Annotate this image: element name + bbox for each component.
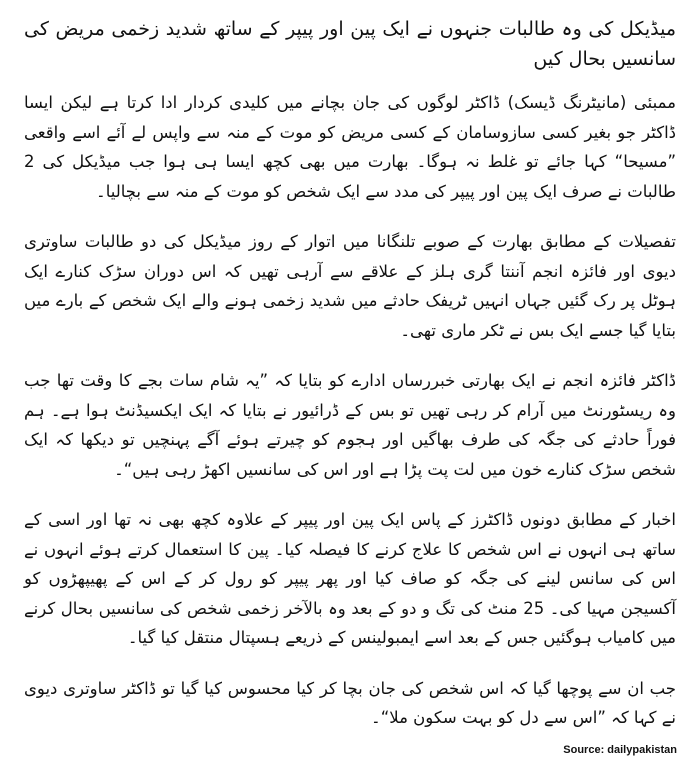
article-headline: میڈیکل کی وہ طالبات جنہوں نے ایک پین اور پیپر کے ساتھ شدید زخمی مریض کی سانسیں بحال کیں xyxy=(24,18,676,70)
source-credit: Source: dailypakistan xyxy=(563,744,677,756)
article-paragraph-4: اخبار کے مطابق دونوں ڈاکٹرز کے پاس ایک پین اور پیپر کے علاوہ کچھ بھی نہ تھا اور اسی کے ساتھ ہی انہوں نے اس شخص کا علاج کرنے کا فیصلہ کیا۔ پین کا استعمال کرتے ہوئے انہوں نے اس کی سانس لینے کی جگہ کو صاف کیا اور پھر پیپر کو رول کر کے اس کے پھیپھڑوں کو آکسیجن مہیا کی۔ 25 منٹ کی تگ و دو کے بعد وہ بالآخر زخمی شخص کی سانسیں بحال کرنے میں کامیاب ہوگئیں جس کے بعد اسے ایمبولینس کے ذریعے ہسپتال منتقل کیا گیا۔ xyxy=(24,510,676,647)
article-paragraph-5: جب ان سے پوچھا گیا کہ اس شخص کی جان بچا کر کیا محسوس کیا گیا تو ڈاکٹر ساوتری دیوی نے کہا کہ ”اس سے دل کو بہت سکون ملا“۔ xyxy=(24,678,676,727)
article-paragraph-1: ممبئی (مانیٹرنگ ڈیسک) ڈاکٹر لوگوں کی جان بچانے میں کلیدی کردار ادا کرتا ہے لیکن ایسا ڈاکٹر جو بغیر کسی سازوسامان کے کسی مریض کو موت کے منہ سے واپس لے آئے اسے واقعی ”مسیحا“ کہا جائے تو غلط نہ ہوگا۔ بھارت میں بھی کچھ ایسا ہی ہوا جب میڈیکل کی 2 طالبات نے صرف ایک پین اور پیپر کی مدد سے ایک شخص کو موت کے منہ سے بچالیا۔ xyxy=(24,93,676,201)
article-paragraph-2: تفصیلات کے مطابق بھارت کے صوبے تلنگانا میں اتوار کے روز میڈیکل کی دو طالبات ساوتری دیوی اور فائزہ انجم آننتا گری ہلز کے علاقے سے آرہی تھیں کہ اس دوران سڑک کنارے ایک ہوٹل پر رک گئیں جہاں انہیں ٹریفک حادثے میں شدید زخمی ہونے والے ایک شخص کے بارے میں بتایا گیا جسے ایک بس نے ٹکر ماری تھی۔ xyxy=(24,232,676,340)
article xyxy=(24,14,676,754)
article-paragraph-3: ڈاکٹر فائزہ انجم نے ایک بھارتی خبررساں ادارے کو بتایا کہ ”یہ شام سات بجے کا وقت تھا جب وہ ریسٹورنٹ میں آرام کر رہی تھیں تو بس کے ڈرائیور نے بتایا کہ ایک ایکسیڈنٹ ہوا ہے۔ ہم فوراً حادثے کی جگہ کی طرف بھاگیں اور ہجوم کو چیرتے ہوئے آگے پہنچیں تو دیکھا کہ ایک شخص سڑک کنارے خون میں لت پت پڑا ہے اور اس کی سانسیں اکھڑ رہی ہیں“۔ xyxy=(24,371,676,479)
